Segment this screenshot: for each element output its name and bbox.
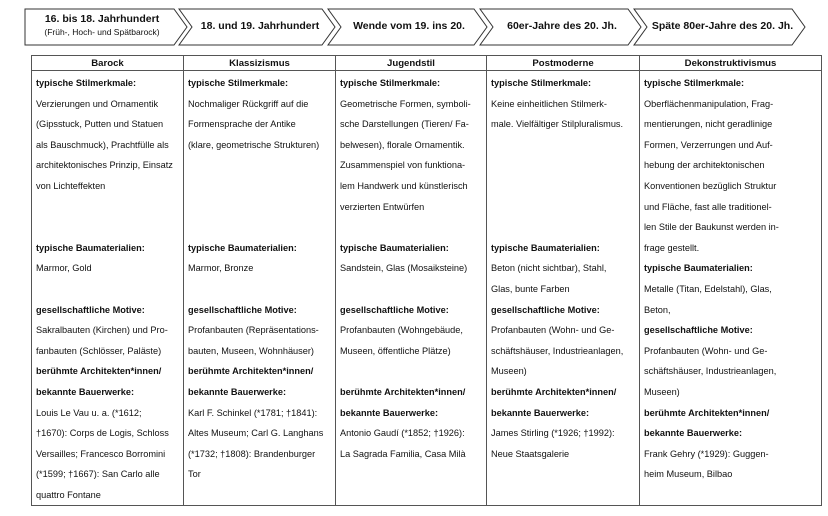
column-cell-klassizismus: [184, 71, 336, 506]
timeline-label-5-main: Späte 80er-Jahre des 20. Jh.: [651, 20, 794, 32]
column-header-postmoderne: Postmoderne: [487, 56, 640, 71]
cell-text-line: [36, 217, 180, 238]
cell-text-line: architektonisches Prinzip, Einsatz: [36, 160, 173, 171]
timeline-label-1-main: 16. bis 18. Jahrhundert: [44, 13, 160, 25]
cell-text-line: [491, 135, 636, 156]
cell-text-line: Profanbauten (Wohn- und Ge-: [491, 325, 615, 336]
cell-text-line: Formen, Verzerrungen und Auf-: [644, 139, 773, 150]
cell-text-line: Zusammenspiel von funktiona-: [340, 160, 466, 171]
cell-text-line: Karl F. Schinkel (*1781; †1841):: [188, 407, 318, 418]
timeline-label-1: [27, 13, 177, 39]
cell-text-line: Museen): [644, 386, 680, 397]
column-cell-postmoderne: [487, 71, 640, 506]
cell-text-line: hebung der architektonischen: [644, 160, 765, 171]
cell-text-line: Nochmaliger Rückgriff auf die: [188, 98, 309, 109]
section-label: gesellschaftliche Motive:: [644, 325, 753, 336]
cell-text-line: Marmor, Gold: [36, 263, 92, 274]
cell-text-line: [36, 279, 180, 300]
cell-text-line: Museen, öffentliche Plätze): [340, 345, 451, 356]
cell-text-line: quattro Fontane: [36, 489, 101, 500]
cell-text-line: [188, 176, 332, 197]
cell-text-line: sche Darstellungen (Tieren/ Fa-: [340, 119, 469, 130]
cell-text-line: heim Museum, Bilbao: [644, 469, 733, 480]
cell-text-line: bauten, Museen, Wohnhäuser): [188, 345, 314, 356]
cell-text-line: lem Handwerk und künstlerisch: [340, 180, 468, 191]
cell-text-line: [36, 197, 180, 218]
section-label: typische Baumaterialien:: [188, 242, 297, 253]
cell-text-line: [188, 217, 332, 238]
section-label: typische Baumaterialien:: [340, 242, 449, 253]
section-label: bekannte Bauerwerke:: [491, 407, 590, 418]
cell-text-line: Altes Museum; Carl G. Langhans: [188, 428, 324, 439]
cell-text-line: frage gestellt.: [644, 242, 700, 253]
cell-text-line: Oberflächenmanipulation, Frag-: [644, 98, 774, 109]
column-header-dekonstruktivismus: Dekonstruktivismus: [640, 56, 822, 71]
cell-text-line: Antonio Gaudí (*1852; †1926):: [340, 428, 465, 439]
column-cell-dekonstruktivismus: [640, 71, 822, 506]
cell-text-line: male. Vielfältiger Stilpluralismus.: [491, 119, 624, 130]
section-label: bekannte Bauerwerke:: [340, 407, 439, 418]
section-label: typische Baumaterialien:: [36, 242, 145, 253]
cell-text-line: als Bauschmuck), Prachtfülle als: [36, 139, 169, 150]
timeline-label-2: [190, 20, 330, 33]
cell-text-line: (*1599; †1667): San Carlo alle: [36, 469, 160, 480]
cell-text-line: Geometrische Formen, symboli-: [340, 98, 471, 109]
section-label: gesellschaftliche Motive:: [36, 304, 145, 315]
cell-text-line: von Lichteffekten: [36, 180, 106, 191]
cell-text-line: [491, 155, 636, 176]
cell-text-line: belwesen), florale Ornamentik.: [340, 139, 465, 150]
cell-text-line: [491, 217, 636, 238]
cell-text-line: und Fläche, fast alle traditionel-: [644, 201, 772, 212]
cell-text-line: Tor: [188, 469, 201, 480]
cell-text-line: Museen): [491, 366, 527, 377]
section-label: typische Stilmerkmale:: [491, 78, 592, 88]
cell-text-line: (Gipsstuck, Putten und Statuen: [36, 119, 164, 130]
cell-text-line: Profanbauten (Wohngebäude,: [340, 325, 463, 336]
cell-text-line: (klare, geometrische Strukturen): [188, 139, 320, 150]
timeline-label-5: [645, 20, 800, 33]
cell-text-line: [340, 361, 483, 382]
column-cell-jugendstil: [336, 71, 487, 506]
section-label: berühmte Architekten*innen/: [340, 386, 466, 397]
cell-text-line: mentierungen, nicht geradlinige: [644, 119, 773, 130]
architecture-styles-table: [31, 55, 822, 506]
timeline-label-4: [492, 20, 632, 33]
cell-text-line: Profanbauten (Wohn- und Ge-: [644, 345, 768, 356]
section-label: gesellschaftliche Motive:: [340, 304, 449, 315]
cell-text-line: Metalle (Titan, Edelstahl), Glas,: [644, 283, 772, 294]
section-label: typische Stilmerkmale:: [340, 78, 441, 88]
cell-text-line: Versailles; Francesco Borromini: [36, 448, 166, 459]
cell-text-line: [188, 155, 332, 176]
cell-text-line: Frank Gehry (*1929): Guggen-: [644, 448, 769, 459]
table-header-row: [32, 56, 822, 71]
cell-text-line: [491, 197, 636, 218]
cell-text-line: Profanbauten (Repräsentations-: [188, 325, 319, 336]
column-header-jugendstil: Jugendstil: [336, 56, 487, 71]
cell-text-line: [340, 279, 483, 300]
timeline-label-3-main: Wende vom 19. ins 20.: [353, 20, 465, 32]
cell-text-line: (*1732; †1808): Brandenburger: [188, 448, 316, 459]
cell-text-line: †1670): Corps de Logis, Schloss: [36, 428, 169, 439]
section-label: berühmte Architekten*innen/: [36, 366, 162, 377]
cell-text-line: [188, 279, 332, 300]
section-label: gesellschaftliche Motive:: [491, 304, 600, 315]
column-cell-barock: [32, 71, 184, 506]
cell-text-line: Konventionen bezüglich Struktur: [644, 180, 777, 191]
section-label: typische Stilmerkmale:: [36, 78, 137, 88]
cell-text-line: Marmor, Bronze: [188, 263, 254, 274]
cell-text-line: schäftshäuser, Industrieanlagen,: [491, 345, 624, 356]
cell-text-line: [188, 197, 332, 218]
cell-text-line: Beton,: [644, 304, 671, 315]
section-label: bekannte Bauerwerke:: [36, 386, 135, 397]
cell-text-line: Formensprache der Antike: [188, 119, 296, 130]
section-label: typische Baumaterialien:: [644, 263, 753, 274]
timeline-label-4-main: 60er-Jahre des 20. Jh.: [507, 20, 617, 32]
cell-text-line: Neue Staatsgalerie: [491, 448, 570, 459]
section-label: bekannte Bauerwerke:: [644, 428, 743, 439]
cell-text-line: fanbauten (Schlösser, Paläste): [36, 345, 162, 356]
cell-text-line: Beton (nicht sichtbar), Stahl,: [491, 263, 607, 274]
cell-text-line: schäftshäuser, Industrieanlagen,: [644, 366, 777, 377]
timeline-label-2-main: 18. und 19. Jahrhundert: [200, 20, 320, 32]
section-label: typische Stilmerkmale:: [188, 78, 289, 88]
cell-text-line: verzierten Entwürfen: [340, 201, 425, 212]
section-label: berühmte Architekten*innen/: [644, 407, 770, 418]
cell-text-line: [491, 176, 636, 197]
section-label: typische Stilmerkmale:: [644, 78, 745, 88]
table-row: [32, 71, 822, 506]
section-label: typische Baumaterialien:: [491, 242, 600, 253]
section-label: berühmte Architekten*innen/: [188, 366, 314, 377]
section-label: bekannte Bauerwerke:: [188, 386, 287, 397]
cell-text-line: [340, 217, 483, 238]
cell-text-line: James Stirling (*1926; †1992):: [491, 428, 615, 439]
section-label: berühmte Architekten*innen/: [491, 386, 617, 397]
column-header-klassizismus: Klassizismus: [184, 56, 336, 71]
cell-text-line: Glas, bunte Farben: [491, 283, 570, 294]
cell-text-line: Sandstein, Glas (Mosaiksteine): [340, 263, 468, 274]
cell-text-line: len Stile der Baukunst werden in-: [644, 222, 779, 233]
cell-text-line: Sakralbauten (Kirchen) und Pro-: [36, 325, 168, 336]
column-header-barock: Barock: [32, 56, 184, 71]
cell-text-line: Verzierungen und Ornamentik: [36, 98, 159, 109]
timeline-label-3: [339, 20, 479, 33]
cell-text-line: La Sagrada Familia, Casa Milà: [340, 448, 466, 459]
cell-text-line: Keine einheitlichen Stilmerk-: [491, 98, 607, 109]
section-label: gesellschaftliche Motive:: [188, 304, 297, 315]
timeline-label-1-sub: (Früh-, Hoch- und Spätbarock): [44, 27, 160, 37]
cell-text-line: Louis Le Vau u. a. (*1612;: [36, 407, 142, 418]
